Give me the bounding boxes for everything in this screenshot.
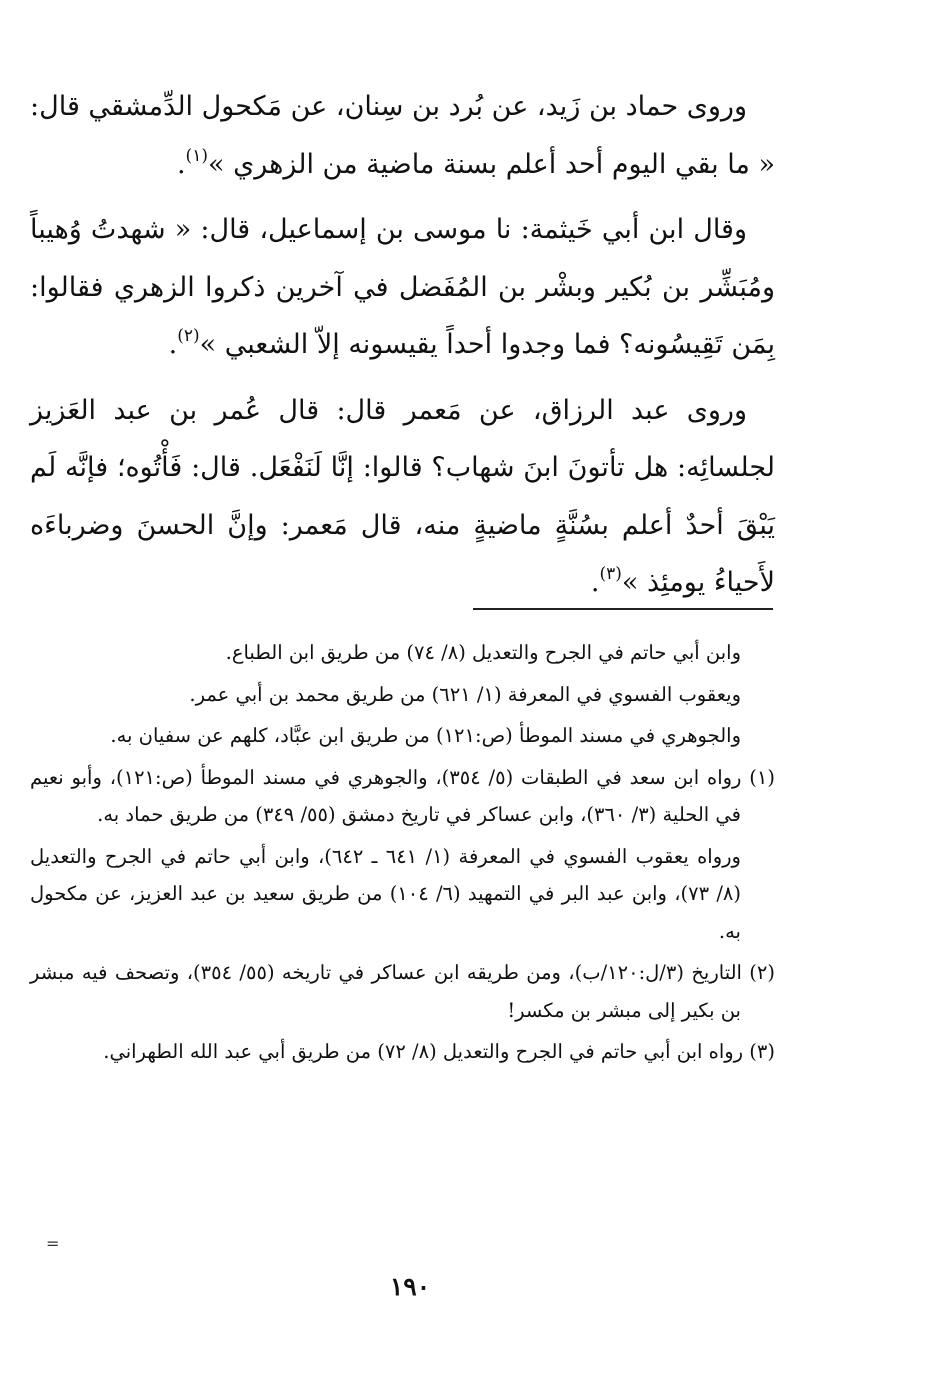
footnote-ref-2[interactable]: (٢) xyxy=(177,326,200,346)
footnotes xyxy=(30,634,775,1075)
main-text xyxy=(30,78,775,620)
paragraph-1-text: وروى حماد بن زَيد، عن بُرد بن سِنان، عن مَكحول الدِّمشقي قال: « ما بقي اليوم أحد أعلم بسنة ماضية من الزهري » xyxy=(30,91,775,180)
footnote-line: والجوهري في مسند الموطأ (ص:١٢١) من طريق ابن عبَّاد، كلهم عن سفيان به. xyxy=(110,724,741,747)
paragraph-1 xyxy=(30,78,775,193)
footnote-line: وابن أبي حاتم في الجرح والتعديل (٨/ ٧٤) من طريق ابن الطباع. xyxy=(225,641,741,664)
paragraph-3-end: . xyxy=(590,567,600,598)
footnote-1-continuation: ورواه يعقوب الفسوي في المعرفة (١/ ٦٤١ ـ ٦٤٢)، وابن أبي حاتم في الجرح والتعديل (٨/ ٧٣)، وابن عبد البر في التمهيد (٦/ ١٠٤) من طريق سعيد بن عبد العزيز، عن مكحول به. xyxy=(30,844,741,943)
footnote-1: (١) رواه ابن سعد في الطبقات (٥/ ٣٥٤)، والجوهري في مسند الموطأ (ص:١٢١)، وأبو نعيم في الحلية (٣/ ٣٦٠)، وابن عساكر في تاريخ دمشق (٥٥/ ٣٤٩) من طريق حماد به. xyxy=(30,765,775,826)
footnote-3: (٣) رواه ابن أبي حاتم في الجرح والتعديل (٨/ ٧٢) من طريق أبي عبد الله الطهراني. xyxy=(103,1040,775,1063)
paragraph-2-text: وقال ابن أبي خَيثمة: نا موسى بن إسماعيل، قال: « شهدتُ وُهيباً ومُبَشِّر بن بُكير وبشْر بن المُفَضل في آخرين ذكروا الزهري فقالوا: بِمَن تَقِيسُونه؟ فما وجدوا أحداً يقيسونه إلاّ الشعبي » xyxy=(30,214,775,360)
footnote-line: ويعقوب الفسوي في المعرفة (١/ ٦٢١) من طريق محمد بن أبي عمر. xyxy=(189,682,741,706)
paragraph-2 xyxy=(30,201,775,374)
paragraph-3 xyxy=(30,382,775,612)
footnote-divider xyxy=(473,608,773,610)
margin-mark: = xyxy=(46,1234,60,1253)
paragraph-1-end: . xyxy=(176,148,186,180)
footnote-2: (٢) التاريخ (٣/ل:١٢٠/ب)، ومن طريقه ابن عساكر في تاريخه (٥٥/ ٣٥٤)، وتصحف فيه مبشر بن بكير إلى مبشر بن مكسر! xyxy=(30,961,775,1022)
page-number: ١٩٠ xyxy=(389,1272,431,1301)
paragraph-2-end: . xyxy=(168,329,178,360)
footnote-ref-1[interactable]: (١) xyxy=(185,145,208,166)
paragraph-3-text: وروى عبد الرزاق، عن مَعمر قال: قال عُمر بن عبد العَزيز لجلسائِه: هل تأتونَ ابنَ شهاب؟ قالوا: إنَّا لَنَفْعَل. قال: فَأْتُوه؛ فإنَّه لَم يَبْقَ أحدٌ أعلم بسُنَّةٍ ماضيةٍ منه، قال مَعمر: وإنَّ الحسنَ وضرباءَه لأَحياءُ يومئِذ » xyxy=(30,394,775,598)
footnote-ref-3[interactable]: (٣) xyxy=(599,564,622,584)
